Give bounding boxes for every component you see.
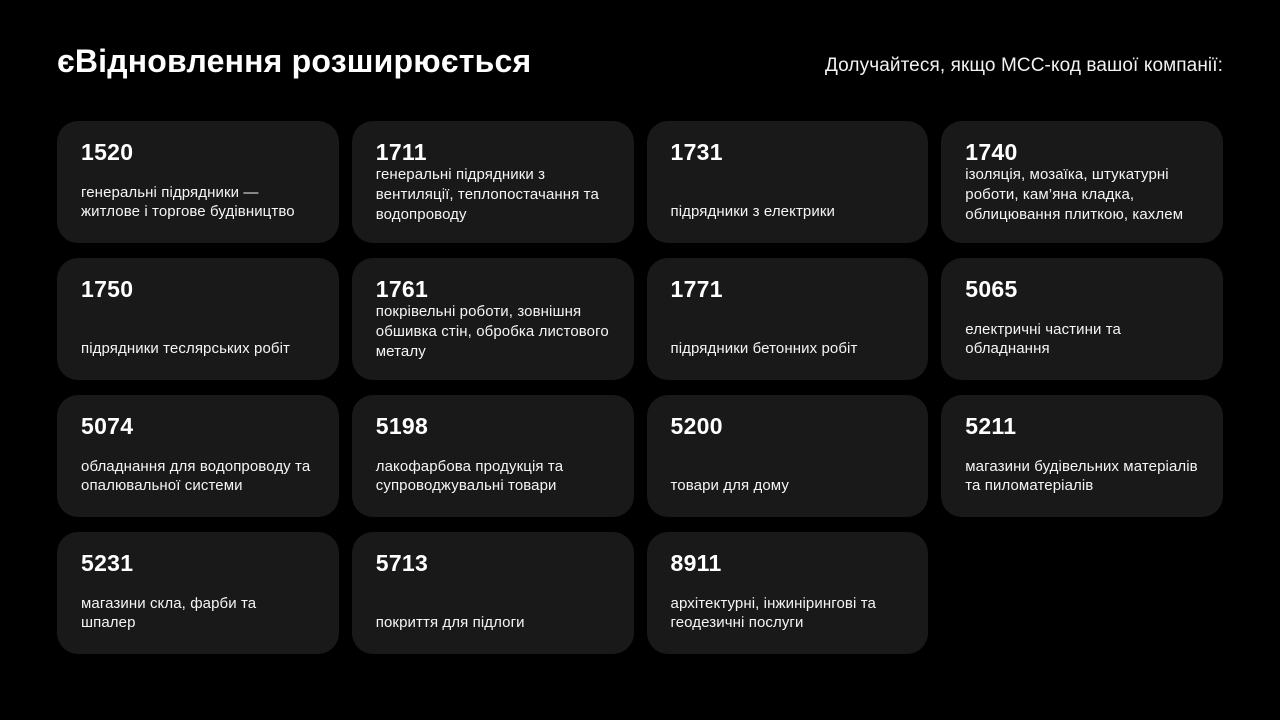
mcc-card (941, 258, 1223, 380)
card-code: 1520 (81, 139, 134, 166)
card-code: 8911 (670, 550, 722, 577)
card-code: 1711 (375, 139, 427, 166)
mcc-card (57, 258, 339, 380)
card-description: електричні частини та обладнання (965, 320, 1121, 358)
card-code: 5211 (965, 413, 1017, 440)
card-description: генеральні підрядники з вентиляції, теплопостачання та водопроводу (375, 166, 599, 224)
header (57, 44, 1223, 79)
card-description: генеральні підрядники — житлове і торгове будівництво (81, 183, 295, 221)
card-grid (57, 121, 1223, 654)
mcc-card (352, 395, 634, 517)
mcc-card (647, 532, 929, 654)
card-description: магазини скла, фарби та шпалер (81, 594, 257, 632)
card-code: 1750 (81, 276, 134, 303)
card-description: архітектурні, інжинірингові та геодезичні послуги (670, 594, 876, 632)
card-description: покриття для підлоги (375, 614, 525, 632)
card-description: підрядники з електрики (670, 203, 835, 221)
card-description: товари для дому (670, 477, 789, 495)
card-code: 5200 (670, 413, 723, 440)
card-code: 5713 (375, 550, 429, 577)
card-code: 1740 (965, 139, 1018, 166)
card-code: 1771 (670, 276, 723, 303)
card-code: 5198 (375, 413, 429, 440)
card-description: лакофарбова продукція та супроводжувальні товари (375, 457, 564, 495)
mcc-card (941, 121, 1223, 243)
card-description: ізоляція, мозаїка, штукатурні роботи, кам’яна кладка, облицювання плиткою, кахлем (965, 166, 1184, 224)
mcc-card (352, 258, 634, 380)
card-code: 5074 (81, 413, 134, 440)
mcc-card (352, 532, 634, 654)
card-code: 1731 (670, 139, 723, 166)
card-code: 5065 (965, 276, 1018, 303)
card-description: магазини будівельних матеріалів та пиломатеріалів (965, 457, 1198, 495)
card-description: обладнання для водопроводу та опалювальної системи (81, 457, 311, 495)
mcc-card (57, 121, 339, 243)
mcc-card (647, 258, 929, 380)
page-subtitle: Долучайтеся, якщо MCC-код вашої компанії: (825, 55, 1223, 77)
card-description: підрядники бетонних робіт (670, 340, 858, 358)
card-description: підрядники теслярських робіт (81, 340, 290, 358)
mcc-card (647, 395, 929, 517)
mcc-card (941, 395, 1223, 517)
card-code: 1761 (375, 276, 429, 303)
mcc-card (57, 395, 339, 517)
mcc-card (352, 121, 634, 243)
page-title: єВідновлення розширюється (57, 43, 532, 79)
mcc-card (57, 532, 339, 654)
mcc-card (647, 121, 929, 243)
card-code: 5231 (81, 550, 134, 577)
card-description: покрівельні роботи, зовнішня обшивка стін, обробка листового металу (375, 303, 609, 361)
